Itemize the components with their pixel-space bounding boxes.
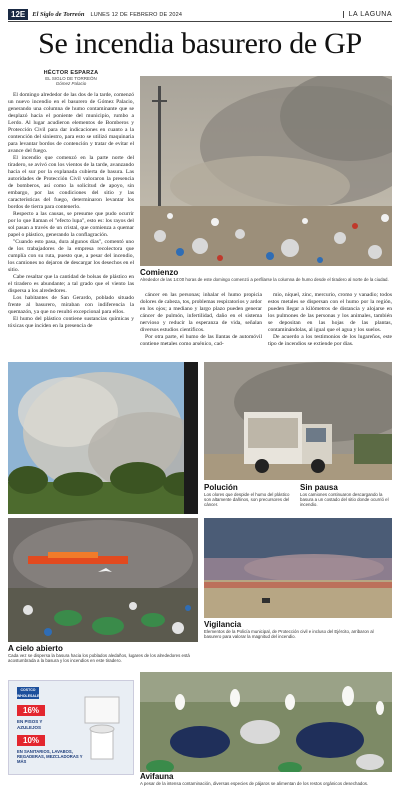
caption-text: A pesar de la intensa contaminación, diversas especies de pájaros se alimentan de los restos orgánicos desechados. bbox=[140, 781, 369, 786]
paragraph: Cabe resaltar que la cantidad de bolsas de plástico en el tiradero es abundante; a tal grado que el viento las dispersa a los alrededores. bbox=[8, 274, 134, 294]
byline-author: HÉCTOR ESPARZA bbox=[43, 70, 99, 76]
paragraph: "Cuando esto pasa, dura algunos días", comentó uno de los trabajadores de la empresa recolectora que cumplía con su ruta, puesto que, a pesar del incendio, los camiones no dejaron de descargar los desechos en el sitio. bbox=[8, 239, 134, 273]
caption-polucion bbox=[204, 483, 296, 508]
caption-title: Avifauna bbox=[140, 772, 174, 781]
photo-avifauna bbox=[140, 672, 392, 780]
caption-title: Vigilancia bbox=[204, 620, 242, 629]
caption-title: Sin pausa bbox=[300, 483, 338, 492]
caption-title: Polución bbox=[204, 483, 238, 492]
ad-product-image bbox=[77, 689, 127, 769]
caption-cielo-abierto bbox=[8, 644, 198, 663]
ad-offer-1: EN PISOS Y AZULEJOS bbox=[17, 719, 43, 730]
caption-sin-pausa bbox=[300, 483, 392, 508]
article-column-3 bbox=[268, 292, 392, 356]
photo-comienzo bbox=[140, 76, 392, 266]
section-name: LA LAGUNA bbox=[343, 11, 392, 18]
headline: Se incendia basurero de GP bbox=[38, 27, 362, 60]
paragraph: Por otra parte, el humo de las llantas de automóvil contiene metales como arsénico, cad- bbox=[140, 334, 262, 347]
caption-text: Alrededor de las 14:00 horas de este domingo comenzó a perfilarse la columna de humo desde el tiradero al norte de la ciudad. bbox=[140, 277, 389, 282]
caption-text: Los camiones continuaron descargando la basura a un costado del sitio donde ocurrió el incendio. bbox=[300, 492, 389, 508]
paragraph: cáncer en las personas; inhalar el humo propicia dolores de cabeza, tos, problemas respiratorios y ardor en los ojos; a mediano y largo plazo pueden generar cáncer de pulmón, infertilidad, daño en el sistema nervioso y reducir la esperanza de vida, señalan diversos estudios científicos. bbox=[140, 292, 262, 333]
paragraph: Respecto a las causas, se presume que pudo ocurrir por lo que llaman el "efecto lupa", esto es: los rayos del sol pasan a través de un cristal, que comienza a quemar papel o plástico, generando la conflagración. bbox=[8, 211, 134, 238]
article-column-1 bbox=[8, 92, 134, 360]
issue-date: LUNES 12 DE FEBRERO DE 2024 bbox=[90, 11, 183, 18]
photo-smoke-trees bbox=[8, 362, 198, 514]
caption-vigilancia bbox=[204, 620, 392, 639]
ad-offer-2: EN SANITARIOS, LAVABOS, REGADERAS, MEZCLADORAS Y MÁS bbox=[17, 749, 83, 765]
photo-polucion-truck bbox=[204, 362, 392, 480]
byline-organization: EL SIGLO DE TORREÓN bbox=[45, 76, 97, 81]
caption-title: Comienzo bbox=[140, 268, 179, 277]
ad-discount-2: 10% bbox=[17, 735, 45, 746]
paragraph: De acuerdo a los testimonios de los lugareños, este tipo de incendios se extiende por días. bbox=[268, 334, 392, 347]
caption-comienzo bbox=[140, 268, 392, 282]
paragraph: mio, níquel, zinc, mercurio, cromo y vanadio; todos estos metales se dispersan con el humo por la región, pueden llegar a kilómetros de distancia y alojarse en los pulmones de las personas y los animales, también se depositan en las hojas de las plantas, contaminándolas, al igual que el agua y los suelos. bbox=[268, 292, 392, 333]
page-number: 12E bbox=[8, 9, 28, 20]
advertiser-logo: COSTCO WHOLESALE bbox=[17, 688, 40, 698]
byline bbox=[8, 70, 134, 86]
paragraph: El humo del plástico contiene sustancias químicas y tóxicas que inciden en la presencia de bbox=[8, 316, 134, 329]
ad-discount-1: 16% bbox=[17, 705, 45, 716]
paragraph: Los habitantes de San Gerardo, poblado situado frente al basurero, miraban con indiferencia la quemazón, ya que no resultó excepcional para ellos. bbox=[8, 295, 134, 315]
caption-text: Elementos de la Policía municipal, de Protección civil e incluso del Ejército, arribaron al basurero para valorar la magnitud del incendio. bbox=[204, 629, 374, 640]
caption-title: A cielo abierto bbox=[8, 644, 63, 653]
photo-cielo-abierto bbox=[8, 518, 198, 642]
article-column-2 bbox=[140, 292, 262, 356]
paper-name: El Siglo de Torreón bbox=[32, 11, 85, 18]
advertisement[interactable] bbox=[8, 680, 134, 775]
caption-text: Los olores que despide el humo del plástico son altamente dañinos, son precursores del cáncer. bbox=[204, 492, 290, 508]
byline-place: Gómez Palacio bbox=[55, 81, 87, 86]
paragraph: El incendio que comenzó en la parte norte del tiradero, se avivó con los vientos de la tarde, avanzando hacia el sur por la explanada cubierta de basura. Las autoridades de Protección Civil valoraron la presencia de bomberos, así como la solicitud de apoyo, sin embargo, por las condiciones del sitio y las características del fuego, determinaron levantar los bordos de tierra para contenerlo. bbox=[8, 155, 134, 210]
paragraph: El domingo alrededor de las dos de la tarde, comenzó un nuevo incendio en el basurero de Gómez Palacio, generando una columna de humo contaminante que se desplazó hacia el poniente del municipio, rumbo a Lerdo. Al lugar acudieron elementos de Bomberos y Protección Civil para dar indicaciones en cuanto a la contención del siniestro, para esto se utilizó maquinaria para levantar bordos de contención y tratar de evitar el avance del fuego. bbox=[8, 92, 134, 154]
page-header bbox=[8, 8, 392, 22]
caption-text: Cada vez se dispersa la basura hacia los poblados aledaños, lugares de los alrededores está acostumbrada a la basura y los incendios en este tiradero. bbox=[8, 653, 190, 664]
photo-vigilancia bbox=[204, 518, 392, 618]
caption-avifauna bbox=[140, 772, 392, 786]
